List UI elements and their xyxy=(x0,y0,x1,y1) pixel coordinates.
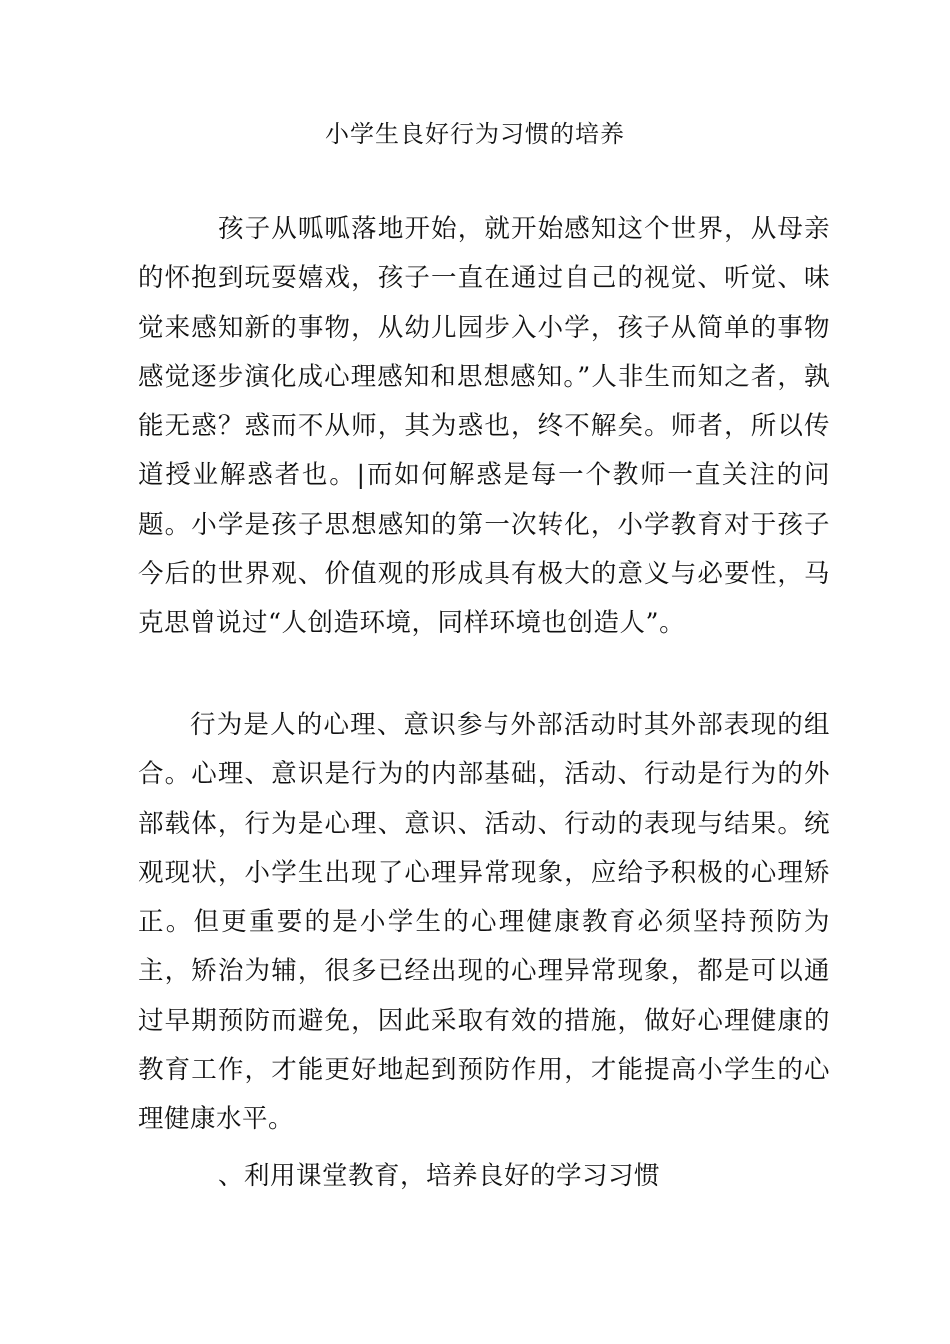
paragraph-intro: 孩子从呱呱落地开始，就开始感知这个世界，从母亲的怀抱到玩耍嬉戏，孩子一直在通过自己的视觉、听觉、味觉来感知新的事物，从幼儿园步入小学，孩子从简单的事物感觉逐步演化成心理感知和思想感知。”人非生而知之者，孰能无惑？惑而不从师，其为惑也，终不解矣。师者，所以传道授业解惑者也。|而如何解惑是每一个教师一直关注的问题。小学是孩子思想感知的第一次转化，小学教育对于孩子今后的世界观、价值观的形成具有极大的意义与必要性，马克思曾说过“人创造环境，同样环境也创造人”。 xyxy=(138,214,830,639)
document-title: 小学生良好行为习惯的培养 xyxy=(325,120,625,148)
paragraph-behavior: 行为是人的心理、意识参与外部活动时其外部表现的组合。心理、意识是行为的内部基础，活动、行动是行为的外部载体，行为是心理、意识、活动、行动的表现与结果。统观现状，小学生出现了心理异常现象，应给予积极的心理矫正。但更重要的是小学生的心理健康教育必须坚持预防为主，矫治为辅，很多已经出现的心理异常现象，都是可以通过早期预防而避免，因此采取有效的措施，做好心理健康的教育工作，才能更好地起到预防作用，才能提高小学生的心理健康水平。 xyxy=(138,710,830,1135)
section-heading: 、利用课堂教育，培养良好的学习习惯 xyxy=(218,1161,661,1191)
